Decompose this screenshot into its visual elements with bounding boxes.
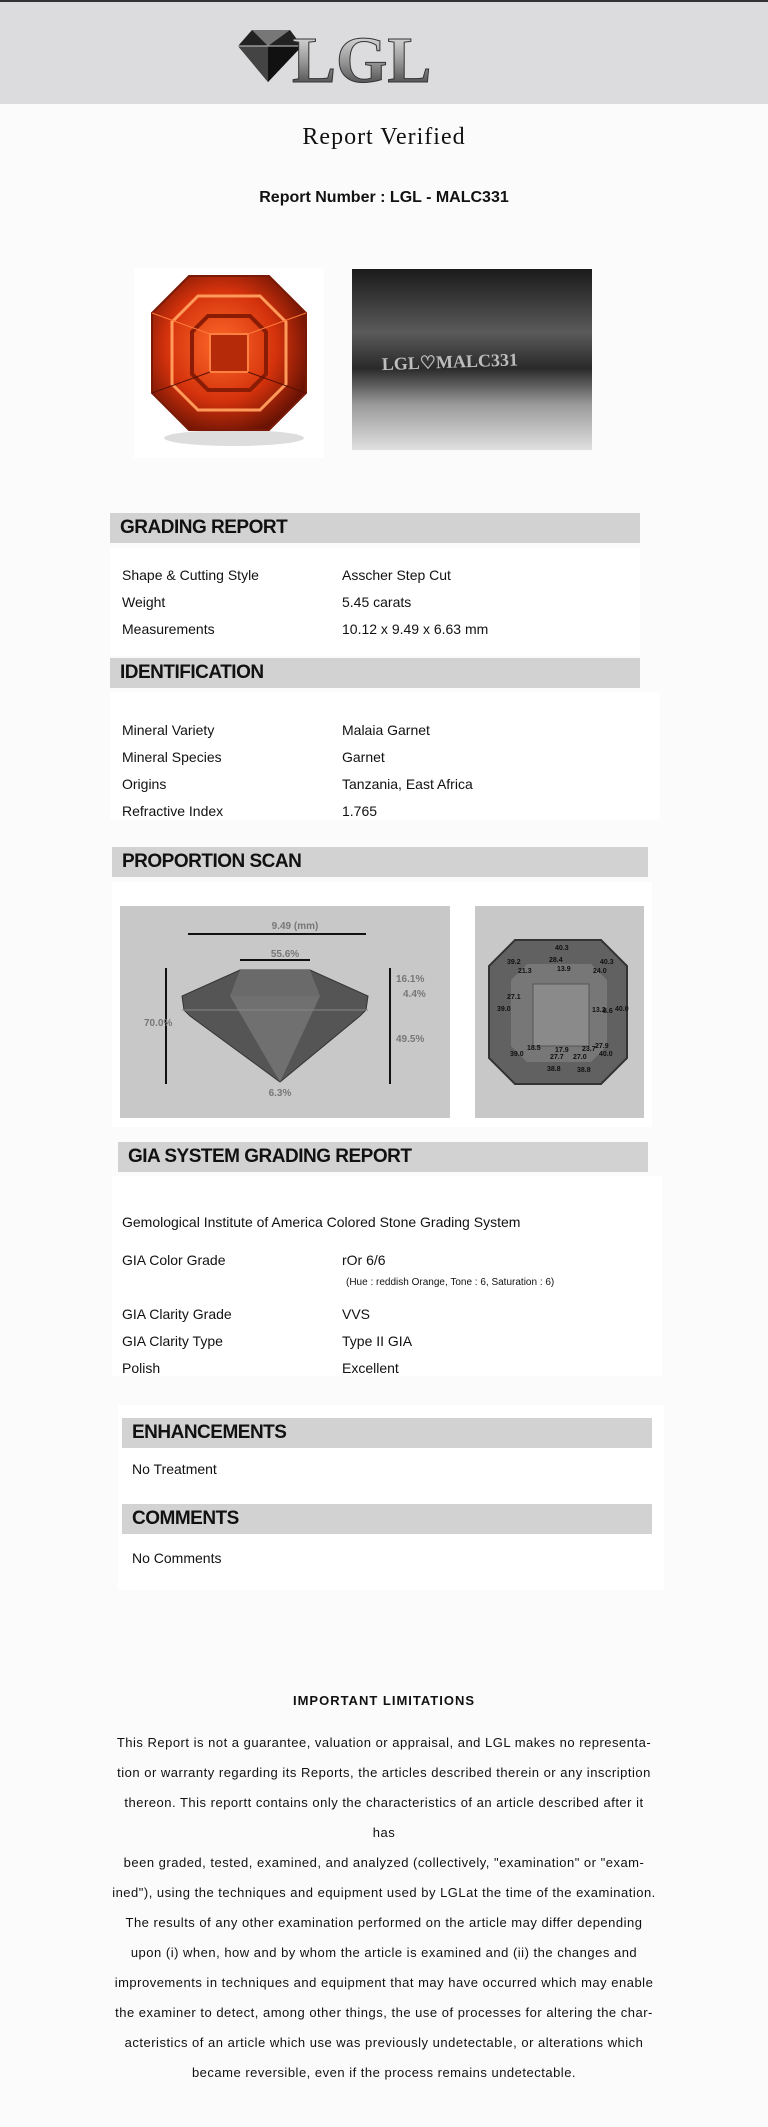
grading-label-shape: Shape & Cutting Style (122, 567, 259, 583)
gia-label-clarity: GIA Clarity Grade (122, 1306, 232, 1322)
svg-text:28.4: 28.4 (549, 957, 563, 964)
logo-text: LGL (292, 24, 432, 96)
id-label-variety: Mineral Variety (122, 722, 215, 738)
svg-text:38.8: 38.8 (577, 1067, 591, 1074)
enhancements-text: No Treatment (132, 1461, 217, 1477)
gia-label-color: GIA Color Grade (122, 1252, 226, 1268)
id-value-origins: Tanzania, East Africa (342, 776, 473, 792)
svg-text:40.3: 40.3 (600, 959, 614, 966)
limitations-line: thereon. This reportt contains only the characteristics of an article described after it has (124, 1795, 644, 1840)
gia-value-type: Type II GIA (342, 1333, 413, 1349)
svg-text:18.5: 18.5 (527, 1045, 541, 1052)
side-culet-label: 6.3% (268, 1088, 292, 1099)
id-label-ri: Refractive Index (122, 803, 224, 819)
svg-text:39.0: 39.0 (510, 1051, 524, 1058)
comments-text: No Comments (132, 1550, 222, 1566)
gia-value-color: rOr 6/6 (342, 1252, 386, 1268)
side-profile-scan (120, 906, 450, 1118)
grading-value-shape: Asscher Step Cut (342, 567, 451, 583)
svg-text:8.6: 8.6 (603, 1008, 613, 1015)
svg-text:27.0: 27.0 (573, 1054, 587, 1061)
grading-value-weight: 5.45 carats (342, 594, 412, 610)
id-value-ri: 1.765 (342, 803, 378, 819)
side-total-label: 70.0% (144, 1018, 173, 1029)
identification-heading: IDENTIFICATION (110, 658, 640, 688)
inscription-photo (352, 269, 592, 450)
limitations-line: the examiner to detect, among other things, the use of processes for altering the char- (115, 2005, 653, 2020)
side-width-label: 9.49 (mm) (271, 921, 319, 932)
svg-text:27.7: 27.7 (550, 1054, 564, 1061)
svg-text:21.3: 21.3 (518, 968, 532, 975)
id-value-variety: Malaia Garnet (342, 722, 430, 738)
page-title: Report Verified (302, 124, 466, 150)
svg-text:27.9: 27.9 (595, 1043, 609, 1050)
svg-text:40.0: 40.0 (599, 1051, 613, 1058)
svg-text:23.7: 23.7 (582, 1046, 596, 1053)
grading-label-weight: Weight (122, 594, 166, 610)
gia-value-clarity: VVS (342, 1306, 371, 1322)
svg-text:39.2: 39.2 (507, 959, 521, 966)
limitations-line: improvements in techniques and equipment that may have occurred which may enable (114, 1975, 654, 1990)
limitations-line: tion or warranty regarding its Reports, the articles described therein or any inscription (117, 1765, 651, 1780)
limitations-line: been graded, tested, examined, and analyzed (collectively, "examination" or "exam- (123, 1855, 645, 1870)
grading-value-measurements: 10.12 x 9.49 x 6.63 mm (342, 621, 489, 637)
proportion-scan-heading: PROPORTION SCAN (112, 847, 648, 877)
limitations-heading: IMPORTANT LIMITATIONS (292, 1693, 476, 1708)
limitations-line: The results of any other examination performed on the article may differ depending (125, 1915, 643, 1930)
grading-label-measurements: Measurements (122, 621, 215, 637)
gia-color-note: (Hue : reddish Orange, Tone : 6, Saturation : 6) (346, 1277, 555, 1288)
side-table-label: 55.6% (270, 949, 300, 960)
svg-text:40.0: 40.0 (615, 1006, 629, 1013)
gem-photo (134, 268, 324, 458)
svg-text:24.0: 24.0 (593, 968, 607, 975)
id-value-species: Garnet (342, 749, 385, 765)
gia-value-polish: Excellent (342, 1360, 399, 1376)
side-crown-label: 16.1% (396, 974, 425, 985)
lgl-logo (232, 16, 492, 96)
svg-text:27.1: 27.1 (507, 994, 521, 1001)
side-pavilion-label: 49.5% (396, 1034, 425, 1045)
svg-text:17.9: 17.9 (555, 1047, 569, 1054)
svg-text:13.9: 13.9 (557, 966, 571, 973)
inscription-text: LGL♡MALC331 (381, 349, 519, 375)
enhancements-heading: ENHANCEMENTS (122, 1418, 652, 1448)
limitations-line: upon (i) when, how and by whom the article is examined and (ii) the changes and (130, 1945, 638, 1960)
header-banner (0, 2, 768, 104)
gia-label-type: GIA Clarity Type (122, 1333, 223, 1349)
limitations-line: This Report is not a guarantee, valuation or appraisal, and LGL makes no representa- (116, 1735, 652, 1750)
limitations-text (112, 1728, 656, 2088)
gia-label-polish: Polish (122, 1360, 161, 1376)
limitations-line: acteristics of an article which use was previously undetectable, or alterations which (124, 2035, 644, 2050)
comments-heading: COMMENTS (122, 1504, 652, 1534)
top-view-scan (475, 906, 644, 1118)
side-girdle-label: 4.4% (403, 989, 426, 1000)
id-label-species: Mineral Species (122, 749, 222, 765)
svg-text:40.3: 40.3 (555, 945, 569, 952)
svg-text:38.8: 38.8 (547, 1066, 561, 1073)
id-label-origins: Origins (122, 776, 167, 792)
svg-text:13.2: 13.2 (592, 1007, 606, 1014)
report-number: Report Number : LGL - MALC331 (259, 189, 509, 206)
svg-text:39.0: 39.0 (497, 1006, 511, 1013)
gia-heading: GIA SYSTEM GRADING REPORT (118, 1142, 648, 1172)
limitations-line: became reversible, even if the process remains undetectable. (191, 2065, 577, 2080)
gia-system: Gemological Institute of America Colored Stone Grading System (122, 1214, 521, 1230)
grading-report-heading: GRADING REPORT (110, 513, 640, 543)
limitations-line: ined"), using the techniques and equipment used by LGLat the time of the examination. (112, 1885, 656, 1900)
